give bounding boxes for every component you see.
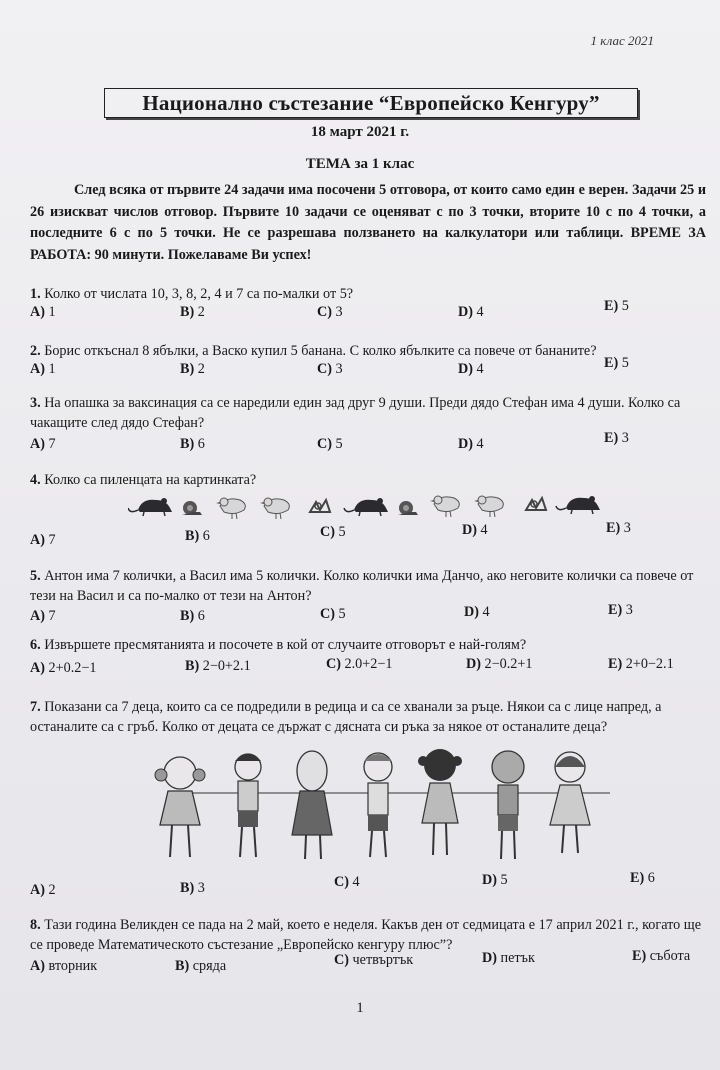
answer-b[interactable]: B) 2 xyxy=(180,304,205,320)
answer-a[interactable]: A) вторник xyxy=(30,958,98,974)
answer-c[interactable]: C) 3 xyxy=(317,361,343,377)
q4-picture xyxy=(128,488,608,520)
bird-icon xyxy=(430,496,459,517)
answer-d[interactable]: D) 4 xyxy=(464,604,490,620)
answer-a[interactable]: A) 1 xyxy=(30,361,56,377)
answer-b[interactable]: B) 6 xyxy=(180,436,205,452)
answer-e[interactable]: E) 3 xyxy=(606,520,631,536)
answer-c[interactable]: C) 5 xyxy=(320,524,346,540)
answer-a[interactable]: A) 1 xyxy=(30,304,56,320)
answer-d[interactable]: D) 4 xyxy=(462,522,488,538)
answer-d[interactable]: D) 4 xyxy=(458,361,484,377)
answers-4 xyxy=(30,520,720,548)
question-number: 4. xyxy=(30,472,41,488)
snail-icon xyxy=(182,501,202,515)
answer-e[interactable]: E) 6 xyxy=(630,870,655,886)
title-text: Национално състезание “Европейско Кенгуру” xyxy=(142,90,600,115)
answers-6 xyxy=(30,656,720,676)
question-number: 1. xyxy=(30,286,41,302)
question-text: Колко са пиленцата на картинката? xyxy=(44,472,257,488)
page-title xyxy=(104,88,638,118)
answer-b[interactable]: B) 2 xyxy=(180,361,205,377)
answer-b[interactable]: B) 6 xyxy=(185,528,210,544)
question-text: Колко от числата 10, 3, 8, 2, 4 и 7 са по-малки от 5? xyxy=(44,286,354,302)
bird-icon xyxy=(216,498,245,519)
question-text: Извършете пресмятанията и посочете в кой от случаите отговорът е най-голям? xyxy=(44,637,527,653)
answer-a[interactable]: A) 2 xyxy=(30,882,56,898)
child-boy-front xyxy=(364,753,392,857)
bird-icon xyxy=(260,498,289,519)
answer-c[interactable]: C) 3 xyxy=(317,304,343,320)
bird-icon xyxy=(474,496,503,517)
child-girl-back xyxy=(292,751,332,859)
answer-e[interactable]: E) 2+0−2.1 xyxy=(608,656,674,672)
child-boy-front xyxy=(235,754,261,857)
answers-3 xyxy=(30,430,720,456)
page-number: 1 xyxy=(356,1000,364,1016)
child-girl-back xyxy=(418,749,462,855)
question-text: Показани са 7 деца, които са се подредили в редица и са се хванали за ръце. Някои са с лице напред, а останалите са с гръб. Колко от децата се държат с дясната си ръка за някое от останалите деца? xyxy=(30,699,662,735)
question-text: Тази година Великден се пада на 2 май, което е неделя. Какъв ден от седмицата е 17 април 2021 г., когато ще се проведе Математическото състезание „Европейско кенгуру плюс”? xyxy=(30,917,702,953)
question-8 xyxy=(30,915,714,955)
answers-1 xyxy=(30,298,720,324)
answers-2 xyxy=(30,355,720,381)
question-number: 5. xyxy=(30,568,41,584)
question-number: 2. xyxy=(30,343,41,359)
answers-8 xyxy=(30,948,720,978)
answer-d[interactable]: D) 4 xyxy=(458,436,484,452)
children-picture xyxy=(140,745,620,870)
question-6 xyxy=(30,635,714,655)
snail-icon xyxy=(398,501,418,515)
answers-5 xyxy=(30,602,720,628)
answer-c[interactable]: C) 5 xyxy=(317,436,343,452)
answer-d[interactable]: D) 5 xyxy=(482,872,508,888)
answer-c[interactable]: C) 4 xyxy=(334,874,360,890)
mouse-icon xyxy=(556,496,600,514)
answers-7 xyxy=(30,870,720,900)
question-text: Антон има 7 колички, а Васил има 5 колички. Колко колички има Данчо, ако неговите колички са повече от тези на Васил и са по-малко от тези на Антон? xyxy=(30,568,694,604)
answer-e[interactable]: E) 5 xyxy=(604,298,629,314)
chick-icon xyxy=(310,500,330,512)
answer-d[interactable]: D) 2−0.2+1 xyxy=(466,656,533,672)
answer-e[interactable]: E) 3 xyxy=(608,602,633,618)
answer-b[interactable]: B) 2−0+2.1 xyxy=(185,658,251,674)
answer-a[interactable]: A) 7 xyxy=(30,436,56,452)
question-number: 6. xyxy=(30,637,41,653)
answer-c[interactable]: C) 5 xyxy=(320,606,346,622)
child-girl-front xyxy=(155,757,205,857)
question-4 xyxy=(30,470,714,490)
answer-d[interactable]: D) петък xyxy=(482,950,535,966)
question-text: Борис откъснал 8 ябълки, а Васко купил 5 банана. С колко ябълките са повече от бананите? xyxy=(44,343,597,359)
mouse-icon xyxy=(128,498,172,516)
child-girl-front xyxy=(550,752,590,853)
answer-a[interactable]: A) 2+0.2−1 xyxy=(30,660,97,676)
instructions: След всяка от първите 24 задачи има посочени 5 отговора, от които само един е верен. Задачи 25 и 26 изискват числов отговор. Първите 10 задачи се оценяват с по 3 точки, вторите 10 с по 4 точки, а последните 6 с по 5 точки. Не се разрешава ползването на калкулатори или таблици. ВРЕМЕ ЗА РАБОТА: 90 минути. Пожелаваме Ви успех! xyxy=(30,182,706,263)
question-number: 8. xyxy=(30,917,41,933)
chick-icon xyxy=(526,498,546,510)
mouse-icon xyxy=(344,498,388,516)
answer-b[interactable]: B) 3 xyxy=(180,880,205,896)
question-number: 7. xyxy=(30,699,41,715)
answer-e[interactable]: E) 5 xyxy=(604,355,629,371)
exam-date: 18 март 2021 г. xyxy=(310,124,410,140)
exam-theme: ТЕМА за 1 клас xyxy=(305,156,415,172)
answer-c[interactable]: C) четвъртък xyxy=(334,952,414,968)
question-5 xyxy=(30,566,714,606)
answer-a[interactable]: A) 7 xyxy=(30,532,56,548)
answer-b[interactable]: B) 6 xyxy=(180,608,205,624)
question-number: 3. xyxy=(30,395,41,411)
answer-e[interactable]: E) 3 xyxy=(604,430,629,446)
answer-a[interactable]: A) 7 xyxy=(30,608,56,624)
grade-note: 1 клас 2021 xyxy=(590,33,654,48)
question-7 xyxy=(30,697,714,737)
answer-c[interactable]: C) 2.0+2−1 xyxy=(326,656,393,672)
child-boy-back xyxy=(492,751,524,859)
answer-d[interactable]: D) 4 xyxy=(458,304,484,320)
answer-e[interactable]: E) събота xyxy=(632,948,691,964)
question-3 xyxy=(30,393,714,433)
question-text: На опашка за ваксинация са се наредили един зад друг 9 души. Преди дядо Стефан има 4 души. Колко са чакащите след дядо Стефан? xyxy=(30,395,681,431)
answer-b[interactable]: B) сряда xyxy=(175,958,227,974)
